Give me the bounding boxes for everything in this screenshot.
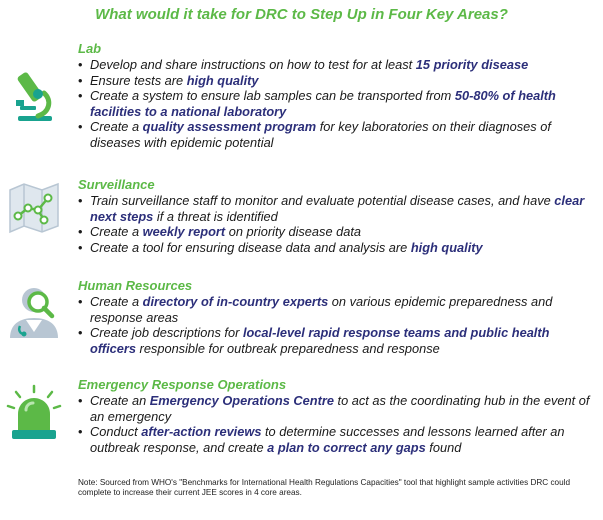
list-item: • Create a tool for ensuring disease data and analysis are high quality: [78, 240, 596, 256]
section-heading: Lab: [78, 41, 102, 56]
list-item: • Create a weekly report on priority disease data: [78, 224, 596, 240]
list-item: • Conduct after-action reviews to determine successes and lessons learned after an outbreak response, and create a plan to correct any gaps found: [78, 424, 596, 455]
list-item: • Create job descriptions for local-level rapid response teams and public health officers responsible for outbreak preparedness and response: [78, 325, 596, 356]
map-network-icon: [4, 178, 64, 238]
source-note: Note: Sourced from WHO's "Benchmarks for International Health Regulations Capacities" tool that highlight sample activities DRC could complete to increase their current JEE scores in 4 core areas.: [78, 478, 571, 497]
bullet-list: [78, 57, 596, 150]
bullet-list: [78, 294, 596, 356]
bullet-list: [78, 393, 596, 455]
list-item: • Train surveillance staff to monitor and evaluate potential disease cases, and have clear next steps if a threat is identified: [78, 193, 596, 224]
microscope-icon: [4, 66, 64, 126]
alarm-light-icon: [4, 384, 64, 444]
health-worker-icon: [4, 280, 64, 340]
section-heading: Human Resources: [78, 278, 193, 293]
list-item: • Develop and share instructions on how to test for at least 15 priority disease: [78, 57, 596, 73]
list-item: • Create a system to ensure lab samples can be transported from 50-80% of health facilities to a national laboratory: [78, 88, 596, 119]
section-heading: Surveillance: [78, 177, 155, 192]
list-item: • Create a quality assessment program for key laboratories on their diagnoses of diseases with epidemic potential: [78, 119, 596, 150]
list-item: • Ensure tests are high quality: [78, 73, 596, 89]
bullet-list: [78, 193, 596, 255]
list-item: • Create an Emergency Operations Centre to act as the coordinating hub in the event of an emergency: [78, 393, 596, 424]
page-title: What would it take for DRC to Step Up in Four Key Areas?: [95, 6, 508, 23]
section-heading: Emergency Response Operations: [78, 377, 287, 392]
list-item: • Create a directory of in-country experts on various epidemic preparedness and response areas: [78, 294, 596, 325]
